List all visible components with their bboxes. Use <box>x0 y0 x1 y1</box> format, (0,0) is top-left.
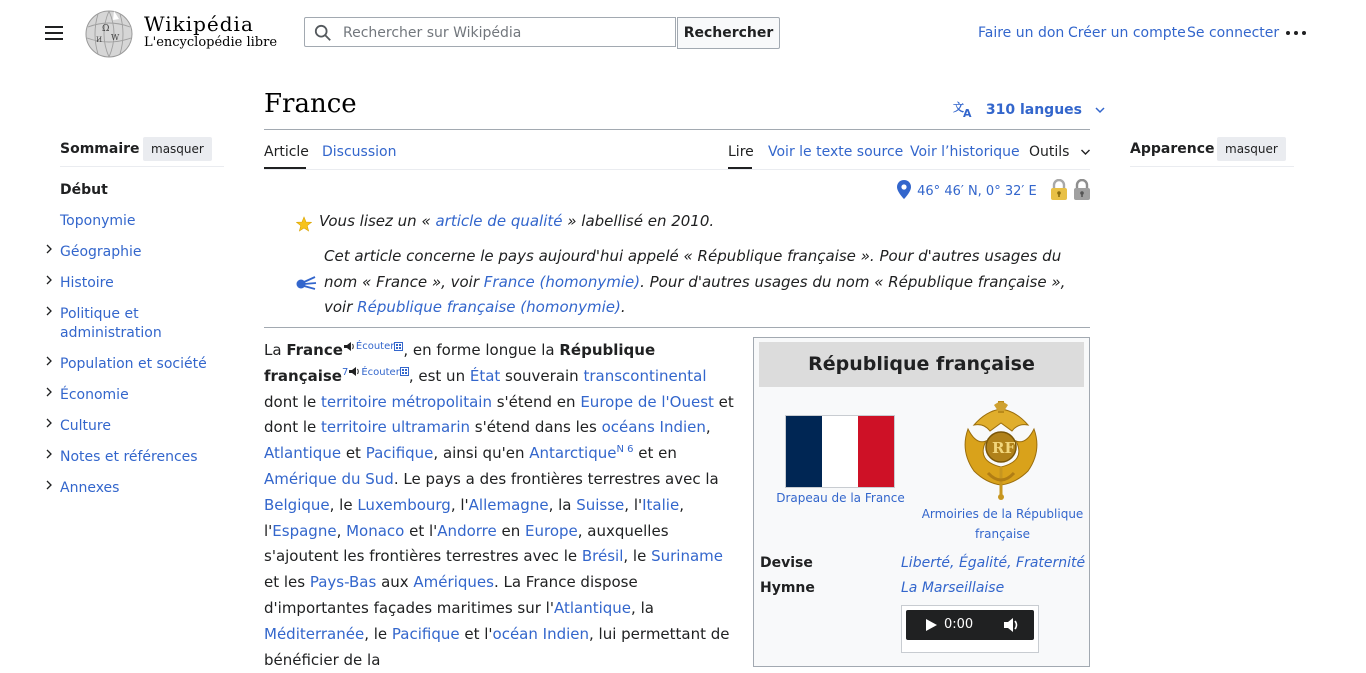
coordinates-text: 46° 46′ N, 0° 32′ E <box>917 184 1037 199</box>
tab-article[interactable]: Article <box>264 144 309 160</box>
infobox-title: République française <box>759 342 1084 387</box>
info-icon <box>400 367 409 376</box>
hamburger-icon-bar <box>45 38 63 40</box>
motto-link[interactable]: Liberté, Égalité, Fraternité <box>901 555 1086 571</box>
divider <box>60 166 224 167</box>
text: aux <box>376 573 414 592</box>
chevron-right-icon[interactable] <box>44 449 54 459</box>
wordmark[interactable]: Wikipédia <box>144 12 254 36</box>
appearance-title: Apparence <box>1130 141 1215 157</box>
flag-stripe-red <box>858 416 894 487</box>
chevron-right-icon[interactable] <box>44 275 54 285</box>
article-link[interactable]: Monaco <box>346 521 405 540</box>
login-link[interactable]: Se connecter <box>1187 25 1280 41</box>
text: . La France dispose d'importantes façades maritimes sur l' <box>264 573 638 617</box>
text: , lui permettant de bénéficier de la <box>264 624 730 669</box>
text: , en forme longue la <box>403 341 560 359</box>
text: , est un <box>408 366 470 385</box>
page-title: France <box>264 89 357 119</box>
article-link[interactable]: Andorre <box>437 521 497 540</box>
text: , le <box>623 547 652 566</box>
coat-of-arms-image[interactable] <box>956 401 1046 501</box>
svg-text:文: 文 <box>953 101 964 114</box>
article-link[interactable]: transcontinental <box>583 366 707 385</box>
article-link[interactable]: Pays-Bas <box>309 573 377 592</box>
homonym-hatnote <box>324 244 1084 321</box>
france-homonymie-link[interactable]: France (homonymie) <box>483 272 641 291</box>
toc-hide-button[interactable]: masquer <box>143 137 212 161</box>
text: dont le <box>264 392 322 411</box>
coordinates-link[interactable] <box>897 180 1037 199</box>
toc-item-culture[interactable]: Culture <box>60 418 111 434</box>
chevron-right-icon[interactable] <box>44 306 54 316</box>
translate-icon <box>953 100 975 118</box>
hamburger-icon-bar <box>45 26 63 28</box>
info-icon <box>394 342 403 351</box>
toc-item-notes[interactable]: Notes et références <box>60 449 198 465</box>
chevron-right-icon[interactable] <box>44 356 54 366</box>
hatnote-text: . <box>620 298 626 316</box>
toc-item-debut[interactable]: Début <box>60 182 108 198</box>
svg-text:RF: RF <box>992 439 1016 457</box>
listen-label: Écouter <box>361 366 400 378</box>
quality-article-link[interactable]: article de qualité <box>435 212 563 230</box>
text: , ainsi qu'en <box>433 444 530 463</box>
article-link[interactable]: océan Indien <box>492 624 590 643</box>
tools-menu[interactable] <box>1029 144 1091 160</box>
chevron-right-icon[interactable] <box>44 418 54 428</box>
search-button[interactable]: Rechercher <box>677 17 780 49</box>
listen-button[interactable] <box>343 341 403 352</box>
text: et <box>341 444 366 463</box>
hatnote-text: Vous lisez un « <box>319 212 436 230</box>
arms-caption-link[interactable]: Armoiries de la République française <box>921 507 1084 541</box>
speaker-icon <box>348 366 361 377</box>
divider <box>264 327 1090 328</box>
bold-term: République française <box>264 341 656 385</box>
flag-stripe-white <box>822 416 858 487</box>
article-link[interactable]: territoire métropolitain <box>321 392 492 411</box>
article-link[interactable]: Atlantique <box>264 444 342 463</box>
text: et dont le <box>264 392 734 437</box>
tab-view-source[interactable]: Voir le texte source <box>768 144 904 160</box>
text: , le <box>364 624 392 643</box>
svg-text:Ω: Ω <box>102 24 110 34</box>
volume-icon[interactable] <box>1003 617 1021 633</box>
article-link[interactable]: État <box>469 366 501 385</box>
tab-read[interactable]: Lire <box>728 144 754 160</box>
appearance-hide-button[interactable]: masquer <box>1217 137 1286 161</box>
text: , auxquelles s'ajoutent les frontières terrestres avec le <box>264 521 669 566</box>
article-link[interactable]: Europe de l'Ouest <box>580 392 714 411</box>
map-pin-icon <box>897 180 911 199</box>
text: La <box>264 341 287 359</box>
wikipedia-globe-icon[interactable] <box>84 9 134 59</box>
toc-item-population[interactable]: Population et société <box>60 356 207 372</box>
bold-term: France <box>286 341 343 359</box>
tools-label: Outils <box>1029 144 1070 160</box>
language-button[interactable] <box>953 100 1105 118</box>
anthem-label: Hymne <box>760 580 815 596</box>
text: , la <box>548 495 577 514</box>
create-account-link[interactable]: Créer un compte <box>1068 25 1186 41</box>
audio-box <box>901 605 1039 653</box>
text: en <box>496 521 526 540</box>
article-link[interactable]: Amérique du Sud <box>264 469 394 488</box>
text: , le <box>329 495 358 514</box>
article-link[interactable]: Europe <box>525 521 578 540</box>
article-link[interactable]: Antarctique <box>529 444 617 463</box>
article-link[interactable]: Belgique <box>264 495 330 514</box>
article-link[interactable]: Pacifique <box>391 624 460 643</box>
hatnote-text: Cet article concerne le pays aujourd'hui appelé « République française ». Pour d'autres usages du nom « France », voir <box>324 247 1062 291</box>
chevron-down-icon <box>1095 106 1105 114</box>
reference-link[interactable]: 7 <box>341 366 349 378</box>
chevron-right-icon[interactable] <box>44 387 54 397</box>
article-link[interactable]: Amériques <box>413 573 494 592</box>
hamburger-icon-bar <box>45 32 63 34</box>
toc-title: Sommaire <box>60 141 140 157</box>
text: , l' <box>450 495 469 514</box>
article-link[interactable]: Pacifique <box>365 444 434 463</box>
tab-discussion[interactable]: Discussion <box>322 144 397 160</box>
tagline: L'encyclopédie libre <box>144 35 278 50</box>
quality-hatnote <box>319 212 714 230</box>
audio-time: 0:00 <box>944 617 974 632</box>
text: et l' <box>459 624 493 643</box>
tab-history[interactable]: Voir l’historique <box>910 144 1020 160</box>
divider <box>264 169 1090 170</box>
article-link[interactable]: Suriname <box>651 547 723 566</box>
text: et l' <box>404 521 438 540</box>
disambiguation-icon <box>296 276 318 290</box>
star-icon <box>296 216 312 232</box>
text: , <box>336 521 347 540</box>
text: . Le pays a des frontières terrestres avec la <box>393 469 719 488</box>
donate-link[interactable]: Faire un don <box>978 25 1065 41</box>
toc-item-politique[interactable]: Politique et administration <box>60 306 162 341</box>
text: , la <box>631 598 654 617</box>
speaker-icon <box>343 341 356 352</box>
article-link[interactable]: territoire ultramarin <box>321 418 470 437</box>
chevron-right-icon[interactable] <box>44 244 54 254</box>
search-icon <box>314 24 332 42</box>
divider <box>264 129 1090 130</box>
svg-text:И: И <box>96 36 103 44</box>
flag-stripe-blue <box>786 416 822 487</box>
main-menu-button[interactable] <box>40 20 68 46</box>
audio-player[interactable] <box>906 610 1034 640</box>
text: souverain <box>500 366 584 385</box>
toc-item-toponymie[interactable]: Toponymie <box>60 213 136 229</box>
article-link[interactable]: Méditerranée <box>264 624 365 643</box>
anthem-link[interactable]: La Marseillaise <box>901 580 1005 596</box>
listen-button[interactable] <box>348 367 408 378</box>
more-options-icon[interactable] <box>1284 26 1308 40</box>
article-link[interactable]: Italie <box>642 495 680 514</box>
svg-text:A: A <box>963 107 972 118</box>
protection-lock-icon[interactable] <box>1073 179 1091 201</box>
chevron-right-icon[interactable] <box>44 480 54 490</box>
text: s'étend dans les <box>470 418 602 437</box>
listen-label: Écouter <box>355 341 395 352</box>
infobox <box>753 337 1090 667</box>
hatnote-text: . Pour d'autres usages du nom « République française », voir <box>324 272 1066 316</box>
search-input[interactable] <box>341 22 675 44</box>
text: et les <box>264 573 310 592</box>
search-box <box>304 17 676 47</box>
text: , l' <box>264 495 684 540</box>
republique-homonymie-link[interactable]: République française (homonymie) <box>357 298 621 316</box>
article-link[interactable]: océans Indien <box>601 418 706 437</box>
play-icon[interactable] <box>924 618 938 632</box>
text: et en <box>633 444 677 463</box>
hatnote-text: » labellisé en 2010. <box>562 212 715 230</box>
flag-image[interactable] <box>785 415 895 488</box>
toc-item-annexes[interactable]: Annexes <box>60 480 120 496</box>
text: s'étend en <box>491 392 581 411</box>
article-link[interactable]: Atlantique <box>553 598 632 617</box>
chevron-down-icon <box>1080 148 1091 156</box>
motto-label: Devise <box>760 555 813 571</box>
toc-item-economie[interactable]: Économie <box>60 387 129 403</box>
article-link[interactable]: Luxembourg <box>357 495 451 514</box>
text: , <box>705 418 711 437</box>
note-link[interactable]: N 6 <box>616 444 634 456</box>
semi-protection-lock-icon[interactable] <box>1050 179 1068 201</box>
toc-item-histoire[interactable]: Histoire <box>60 275 114 291</box>
article-link[interactable]: Brésil <box>581 547 624 566</box>
language-count: 310 langues <box>985 102 1083 118</box>
svg-text:W: W <box>111 33 120 42</box>
article-intro <box>264 338 740 673</box>
divider <box>1130 166 1294 167</box>
article-link[interactable]: Espagne <box>272 521 337 540</box>
flag-caption-link[interactable]: Drapeau de la France <box>776 491 905 505</box>
article-link[interactable]: Suisse <box>576 495 625 514</box>
article-link[interactable]: Allemagne <box>468 495 549 514</box>
text: , l' <box>624 495 643 514</box>
toc-item-geographie[interactable]: Géographie <box>60 244 142 260</box>
